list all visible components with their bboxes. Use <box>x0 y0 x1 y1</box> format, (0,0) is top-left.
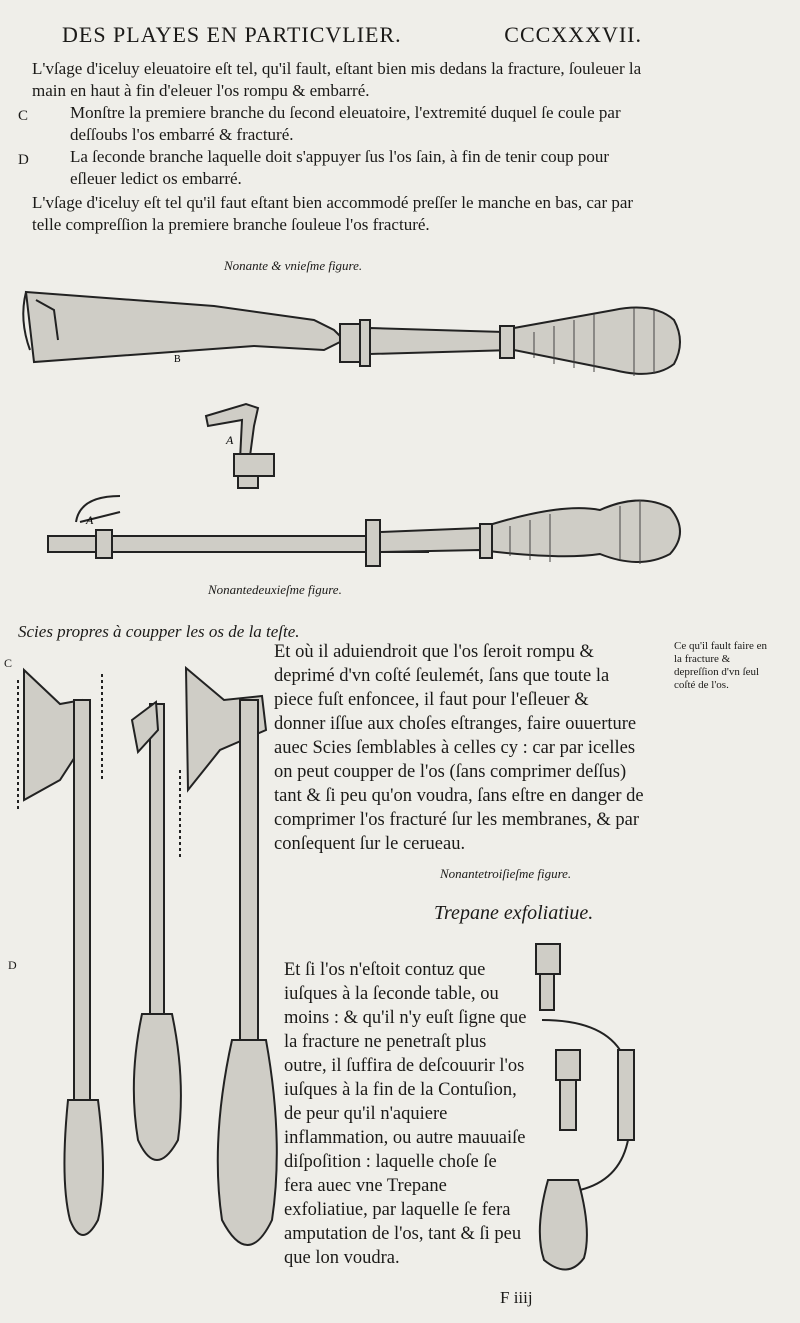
running-header <box>62 22 642 48</box>
caption-figure-92: Nonantedeuxieſme figure. <box>208 582 342 597</box>
item-d-text: La ſeconde branche laquelle doit s'appuyer ſus l'os ſain, à fin de tenir coup pour eſleuer ledict os embarré. <box>70 147 610 188</box>
body-paragraph-trepan: Et ſi l'os n'eſtoit contuz que iuſques à la ſeconde table, ou moins : & qu'il n'y euſt ſigne que la fracture ne penetraſt plus outre, il ſuffira de deſcouurir l'os iuſques à la fin de la Contuſion, de peur qu'il n'aquiere inflammation, ou autre mauuaiſe diſpoſition : laquelle choſe ſe fera auec vne Trepane exfoliatiue, par laquelle ſe fera amputation de l'os, tant & ſi peu que lon voudra. <box>284 960 527 1268</box>
trepan-heading: Trepane exfoliatiue. <box>434 902 594 924</box>
body-paragraph-saws: Et où il aduiendroit que l'os ſeroit rompu & deprimé d'vn coſté ſeulemét, ſans que toute la piece fuſt enfoncee, il faut pour l'eſleuer & donner iſſue aux choſes eſtranges, faire ouuerture auec Scies ſemblables à celles cy : car par icelles on peut coupper de l'os (ſans comprimer deſſus) tant & ſi peu qu'on voudra, ſans eſtre en danger de comprimer l'os fracturé ſur les membranes, & par conſequent ſur le cerueau. <box>274 642 644 854</box>
caption-figure-91: Nonante & vnieſme figure. <box>224 258 363 273</box>
margin-letter-c-saws: C <box>4 656 13 670</box>
margin-letter-d: D <box>18 152 29 168</box>
usage-paragraph-2: L'vſage d'iceluy eſt tel qu'il faut eſtant bien accommodé preſſer le manche en bas, car par telle compreſſion la premiere branche ſouleue l'os fracturé. <box>32 193 634 234</box>
usage-paragraph-1: L'vſage d'iceluy eleuatoire eſt tel, qu'il fault, eſtant bien mis dedans la fracture, ſouleuer la main en haut à fin d'eleuer l'os rompu & embarré. <box>32 59 642 100</box>
item-c-text: Monſtre la premiere branche du ſecond eleuatoire, l'extremité duquel ſe coule par deſſoubs l'os embarré & fracturé. <box>70 103 621 144</box>
caption-figure-93: Nonantetroiſieſme figure. <box>440 866 572 881</box>
saws-figure <box>10 660 290 1280</box>
figure-letter-b: B <box>174 354 181 365</box>
elevator-figure-92 <box>40 492 700 572</box>
margin-letter-d-saws: D <box>8 958 17 972</box>
figure-letter-a-small: A <box>226 433 234 447</box>
figure-letter-a-large: A <box>86 513 94 527</box>
trepan-figure <box>520 940 660 1280</box>
hook-tip-figure <box>196 396 286 496</box>
running-title: DES PLAYES EN PARTICVLIER. <box>62 22 402 47</box>
signature-mark: F iiij <box>500 1288 533 1307</box>
margin-letter-c: C <box>18 108 29 124</box>
folio-number: CCCXXXVII. <box>504 22 642 47</box>
margin-note: Ce qu'il fault faire en la fracture & depreſſion d'vn ſeul coſté de l'os. <box>674 640 768 691</box>
saws-heading: Scies propres à coupper les os de la teſte. <box>18 622 300 641</box>
elevator-figure-91 <box>14 280 704 390</box>
